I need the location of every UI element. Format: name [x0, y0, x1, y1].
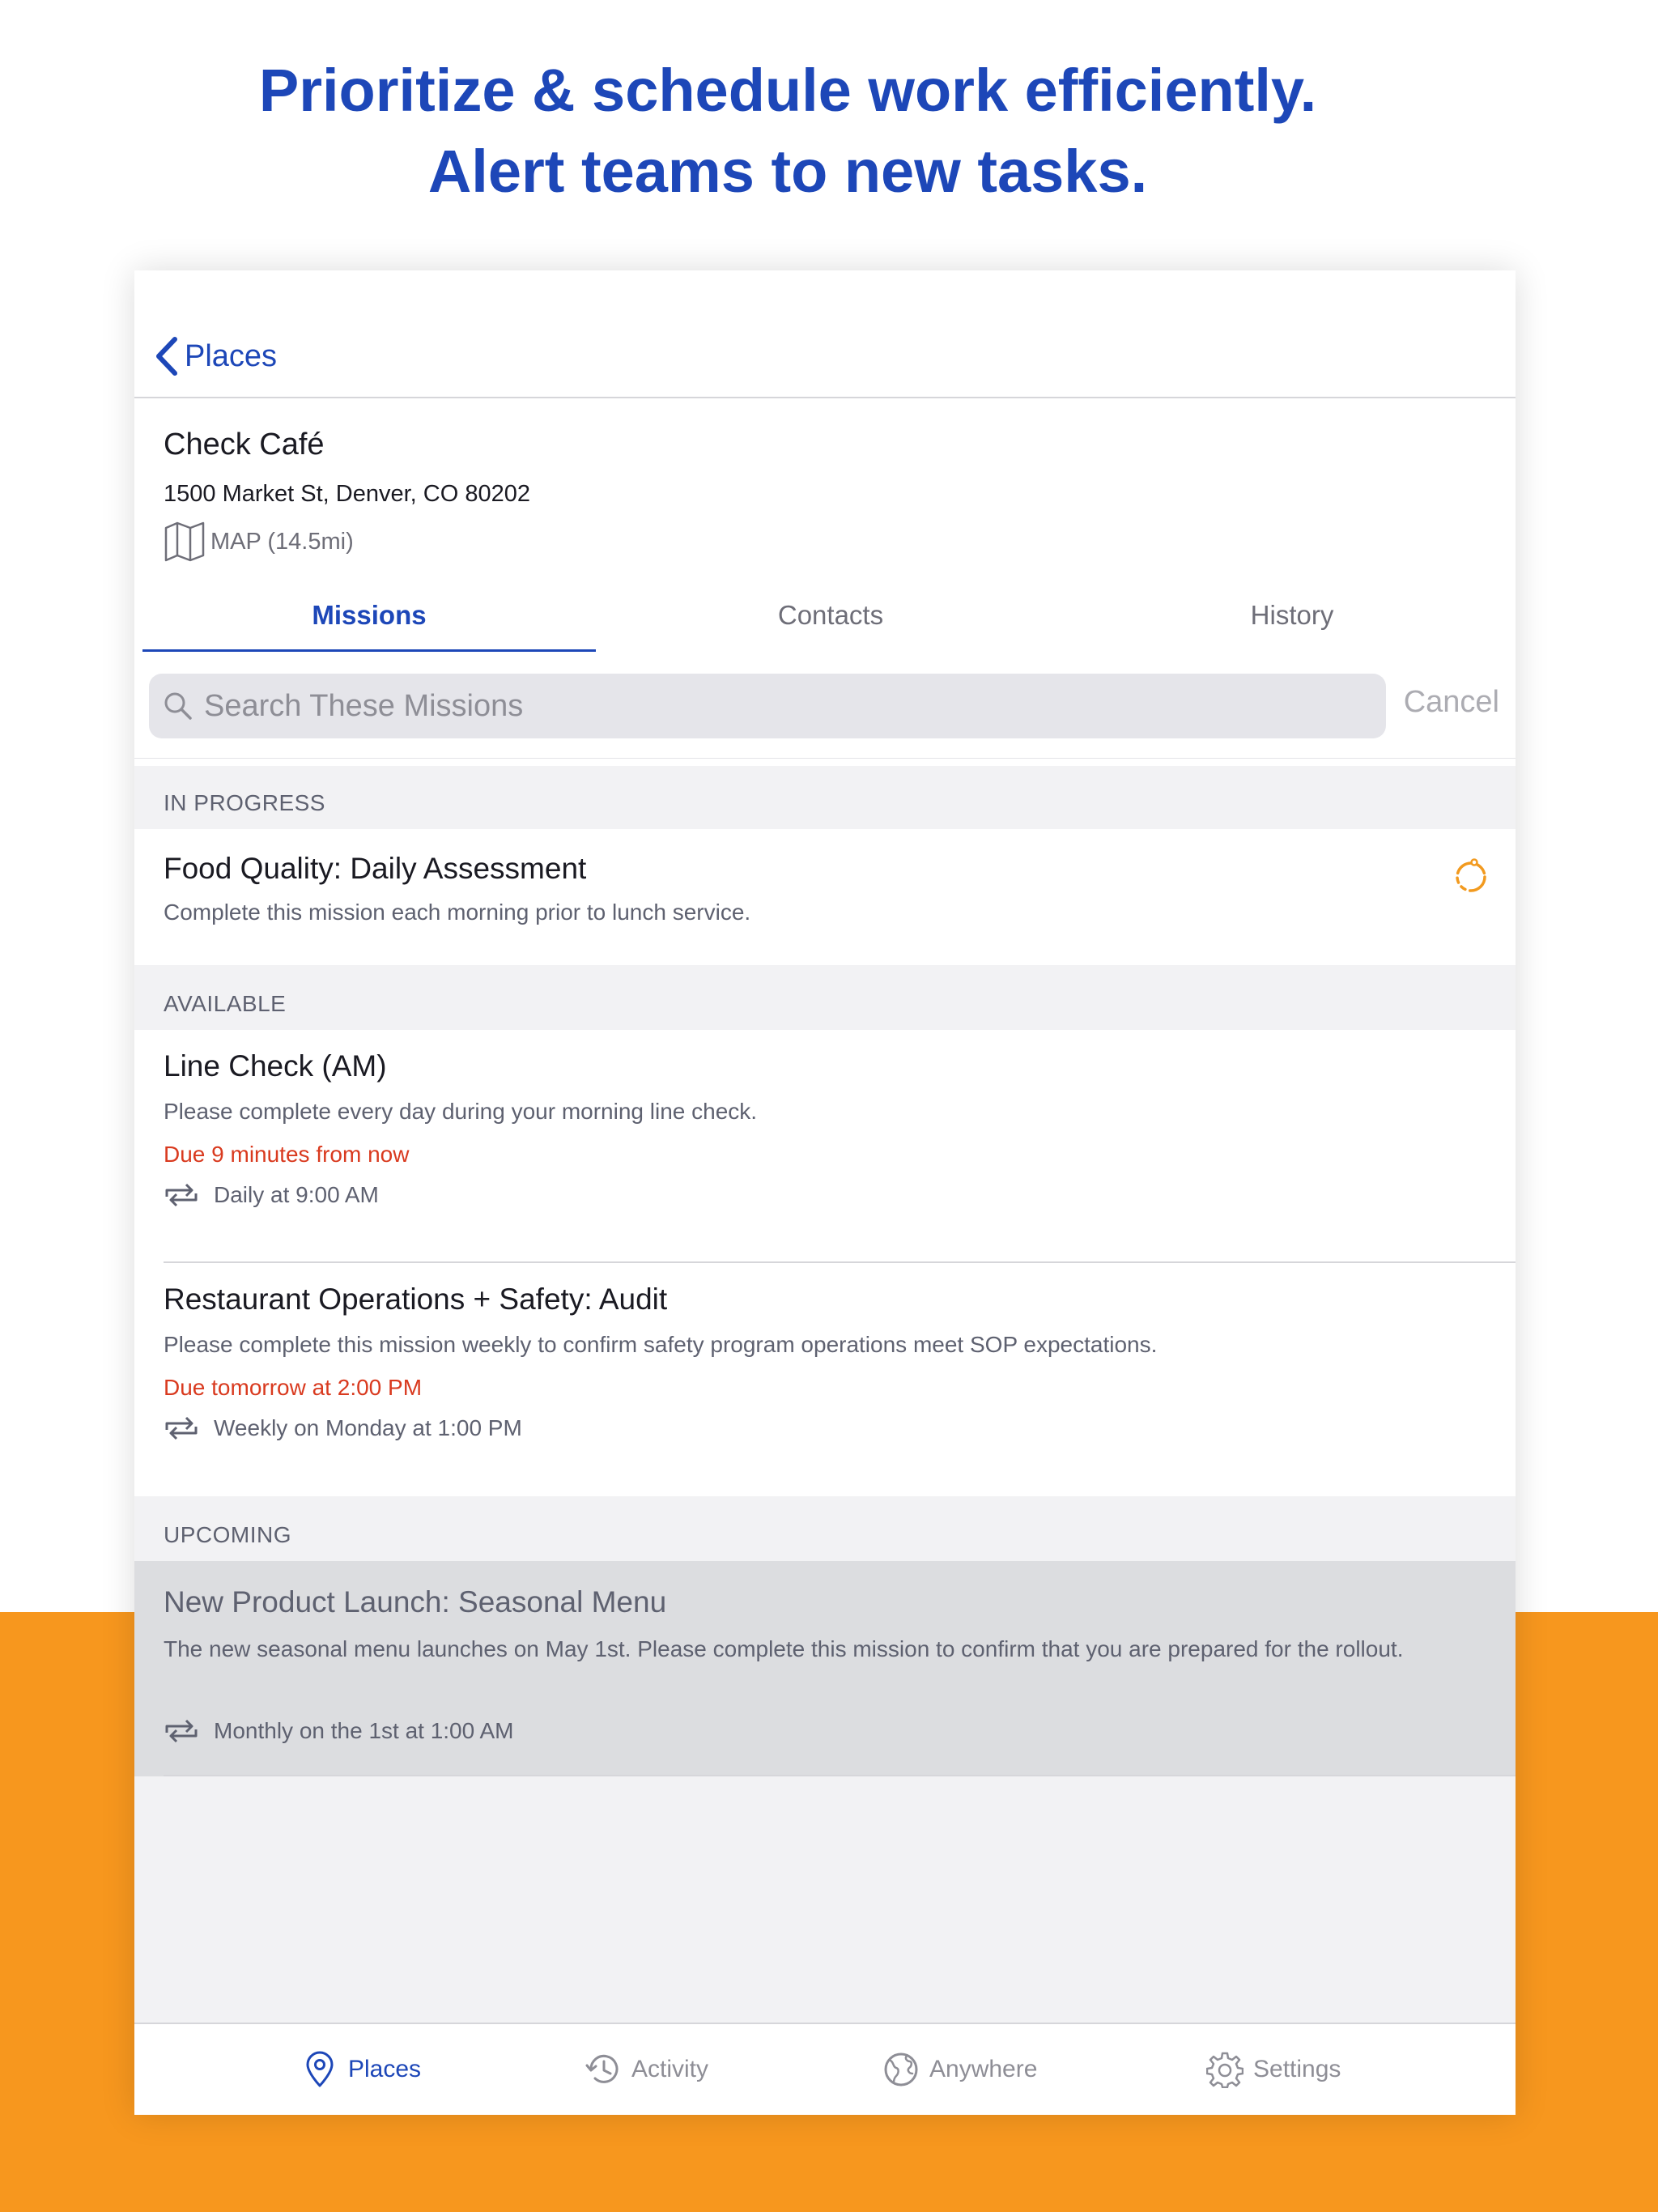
section-title: UPCOMING	[164, 1522, 291, 1547]
tabbar-label: Places	[348, 2056, 422, 2082]
mission-title: Food Quality: Daily Assessment	[164, 852, 587, 885]
mission-title: Restaurant Operations + Safety: Audit	[164, 1283, 668, 1316]
back-button-label: Places	[185, 338, 278, 373]
search-box	[149, 674, 1386, 738]
repeat-icon	[164, 1179, 199, 1211]
chevron-left-icon	[152, 336, 180, 376]
tab-history[interactable]: History	[1250, 600, 1334, 630]
tab-contacts[interactable]: Contacts	[777, 600, 884, 630]
section-header-available	[134, 965, 1516, 1030]
repeat-icon	[164, 1715, 199, 1747]
marketing-headline	[0, 50, 1575, 212]
segment-tabs	[142, 580, 1516, 653]
mission-description: Please complete every day during your morning line check.	[164, 1099, 758, 1124]
headline-line-1: Prioritize & schedule work efficiently.	[258, 57, 1317, 124]
tabbar-item-settings[interactable]	[1206, 2048, 1341, 2091]
mission-schedule	[164, 1412, 522, 1444]
map-link-label: MAP (14.5mi)	[210, 528, 354, 555]
section-header-in-progress	[134, 766, 1516, 829]
gear-icon	[1206, 2051, 1244, 2088]
search-icon	[162, 690, 194, 722]
place-name: Check Café	[164, 428, 325, 462]
mission-item[interactable]	[134, 829, 1516, 965]
place-address: 1500 Market St, Denver, CO 80202	[164, 481, 530, 507]
search-input[interactable]	[202, 688, 1339, 725]
tabbar-label: Settings	[1253, 2056, 1341, 2082]
mission-schedule-label: Weekly on Monday at 1:00 PM	[214, 1415, 522, 1440]
active-tab-indicator	[142, 649, 596, 652]
mission-schedule	[164, 1179, 379, 1211]
map-pin-icon	[301, 2051, 338, 2088]
globe-icon	[882, 2051, 920, 2088]
repeat-icon	[164, 1412, 199, 1444]
mission-description: Please complete this mission weekly to confirm safety program operations meet SOP expectations.	[164, 1332, 1158, 1357]
section-title: AVAILABLE	[164, 991, 287, 1016]
row-divider	[164, 1775, 1516, 1776]
tabbar-item-places[interactable]	[301, 2048, 421, 2091]
app-screen	[134, 270, 1516, 2115]
mission-description: The new seasonal menu launches on May 1st. Please complete this mission to confirm that you are prepared for the rollout.	[164, 1636, 1404, 1661]
tabbar-item-anywhere[interactable]	[882, 2048, 1037, 2091]
mission-title: Line Check (AM)	[164, 1049, 387, 1083]
mission-due-text: Due tomorrow at 2:00 PM	[164, 1375, 423, 1400]
mission-title: New Product Launch: Seasonal Menu	[164, 1585, 667, 1619]
mission-description: Complete this mission each morning prior to lunch service.	[164, 900, 751, 925]
mission-schedule-label: Monthly on the 1st at 1:00 AM	[214, 1718, 514, 1743]
tabbar-label: Anywhere	[929, 2056, 1038, 2082]
map-link[interactable]	[164, 520, 354, 564]
mission-item[interactable]	[134, 1030, 1516, 1263]
cancel-button[interactable]: Cancel	[1403, 685, 1499, 719]
mission-schedule-label: Daily at 9:00 AM	[214, 1182, 379, 1207]
tab-missions[interactable]: Missions	[312, 600, 427, 630]
mission-item[interactable]	[134, 1263, 1516, 1496]
mission-due-text: Due 9 minutes from now	[164, 1142, 410, 1167]
tabbar-item-activity[interactable]	[585, 2048, 708, 2091]
section-title: IN PROGRESS	[164, 790, 325, 815]
history-icon	[585, 2051, 622, 2088]
map-icon	[164, 521, 206, 562]
in-progress-icon	[1451, 855, 1491, 895]
tabbar-label: Activity	[631, 2056, 709, 2082]
section-header-upcoming	[134, 1496, 1516, 1561]
back-button[interactable]	[152, 334, 277, 379]
search-row	[134, 653, 1516, 759]
bottom-tab-bar	[134, 2023, 1516, 2115]
headline-line-2: Alert teams to new tasks.	[427, 138, 1148, 205]
navigation-bar	[134, 270, 1516, 398]
mission-schedule	[164, 1715, 513, 1747]
mission-item[interactable]	[134, 1561, 1516, 1776]
